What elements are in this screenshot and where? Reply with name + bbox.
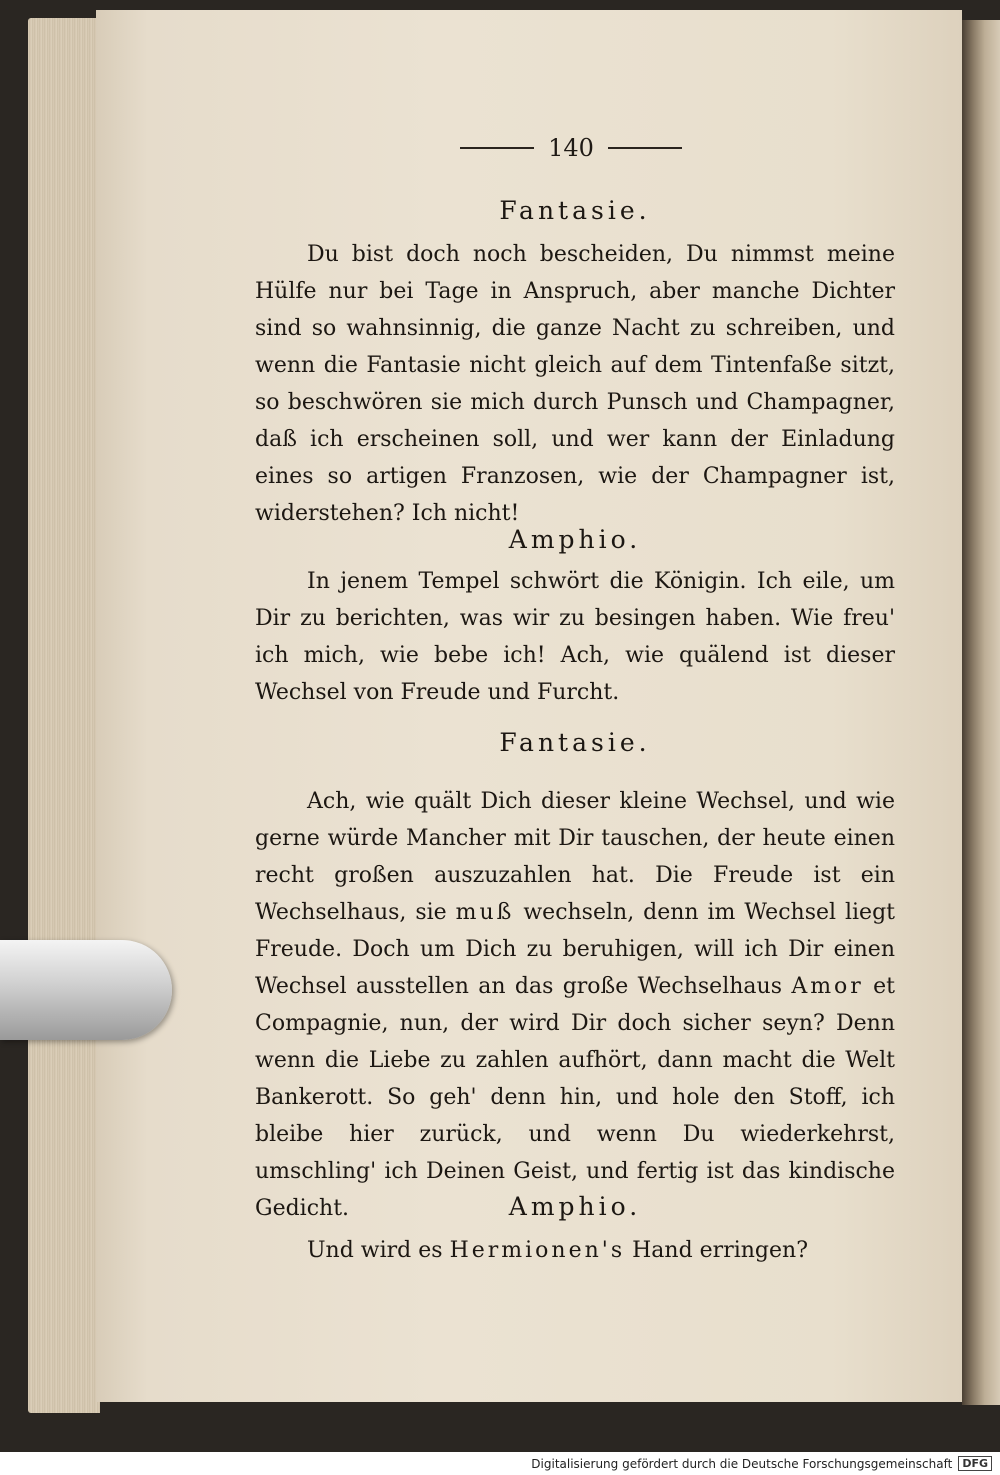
paragraph: [255, 783, 895, 1227]
speaker-heading: Amphio.: [508, 525, 642, 554]
header-rule-right: [608, 147, 682, 149]
footer-bar: [0, 1452, 1000, 1475]
paragraph: In jenem Tempel schwört die Königin. Ich eile, um Dir zu berichten, was wir zu besingen haben. Wie freu' ich mich, wie bebe ich! Ach, wie quälend ist dieser Wechsel von Freude und Furcht.: [255, 569, 895, 705]
header-rule-left: [460, 147, 534, 149]
paragraph-text: et Compagnie, nun, der wird Dir doch sicher seyn? Denn wenn die Liebe zu zahlen aufhört, dann macht die Welt Bankerott. So geh' denn hin, und hole den Stoff, ich bleibe hier zurück, und wenn Du wiederkehrst, umschling' ich Deinen Geist, und fertig ist das kindische Gedicht.: [255, 974, 896, 1221]
paragraph-text: wechseln, denn im Wechsel liegt Freude. Doch um Dich zu beruhigen, will ich Dir einen Wechsel ausstellen an das große Wechselhaus: [255, 900, 895, 999]
book-right-edge: [962, 20, 1000, 1405]
emphasis-text: muß: [455, 900, 515, 925]
page-number: 140: [548, 134, 594, 162]
speaker-heading: Fantasie.: [499, 728, 651, 757]
paragraph-text: Und wird es: [307, 1238, 450, 1263]
dfg-logo-icon: DFG: [958, 1456, 992, 1471]
paragraph: Du bist doch noch bescheiden, Du nimmst meine Hülfe nur bei Tage in Anspruch, aber manche Dichter sind so wahnsinnig, die ganze Nacht zu schreiben, und wenn die Fantasie nicht gleich auf dem Tintenfaße sitzt, so beschwören sie mich durch Punsch und Champagner, daß ich erscheinen soll, und wer kann der Einladung eines so artigen Franzosen, wie der Champagner ist, widerstehen? Ich nicht!: [255, 242, 895, 526]
emphasis-text: Hermionen's: [449, 1238, 626, 1263]
speaker-heading: Fantasie.: [499, 196, 651, 225]
paragraph-text: Ach, wie quält Dich dieser kleine Wechsel, und wie gerne würde Mancher mit Dir tauschen, der heute einen recht großen auszuzahlen hat. Die Freude ist ein Wechselhaus, sie: [255, 789, 895, 925]
footer-credit: Digitalisierung gefördert durch die Deutsche Forschungsgemeinschaft: [531, 1456, 953, 1471]
page-stack-edge: [28, 18, 100, 1413]
page-header: [460, 130, 682, 166]
paragraph: [255, 1232, 895, 1269]
page-clip: [0, 940, 172, 1040]
emphasis-text: Amor: [791, 974, 864, 999]
speaker-heading: Amphio.: [508, 1192, 642, 1221]
paragraph-text: Hand erringen?: [625, 1238, 808, 1263]
